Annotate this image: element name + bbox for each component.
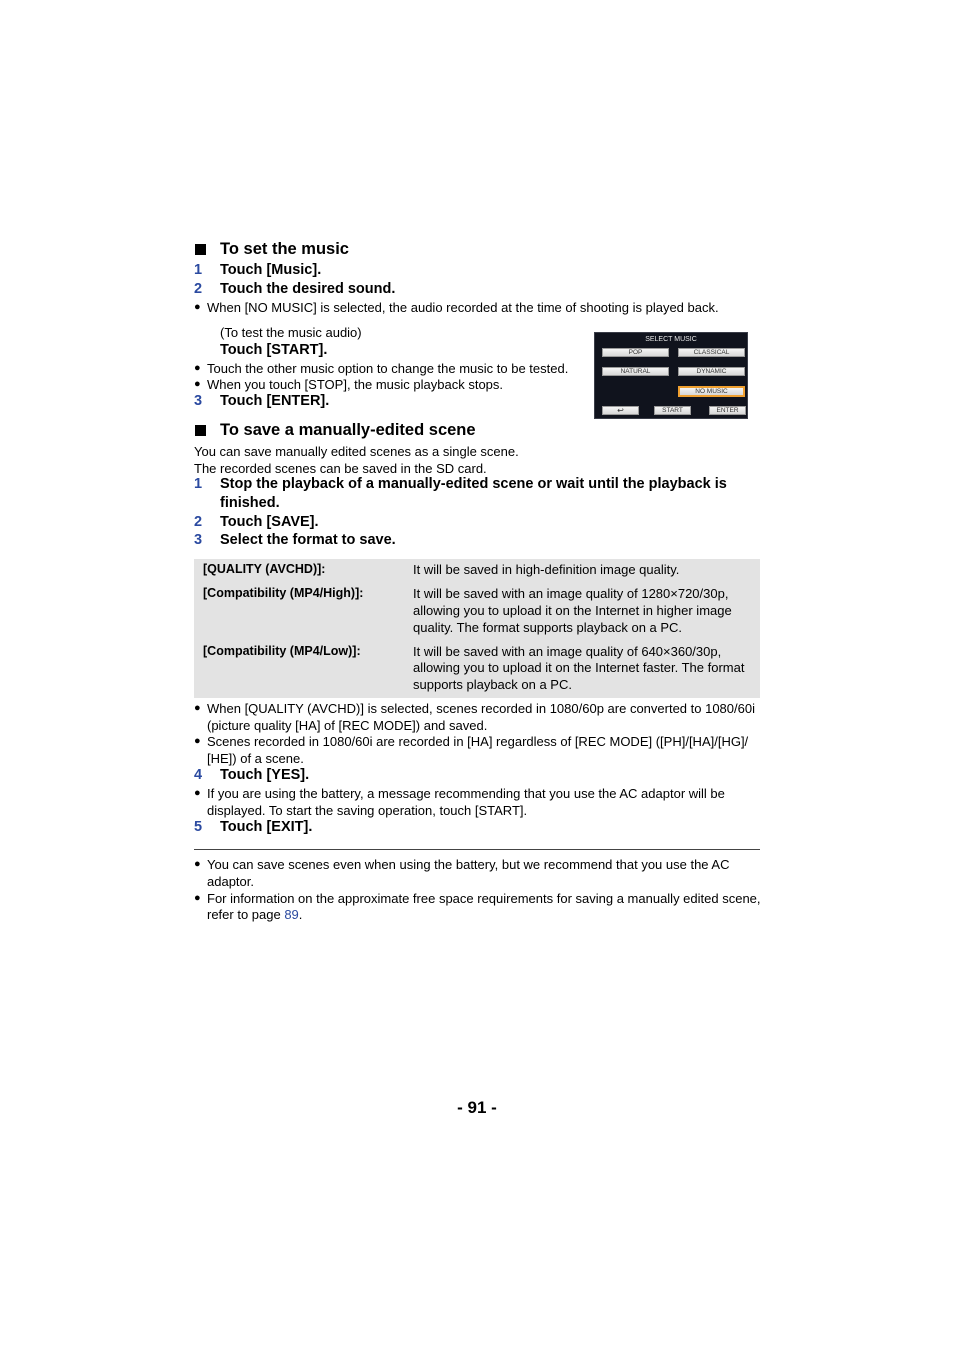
step-number: 3 xyxy=(194,393,203,409)
bullet-icon: ● xyxy=(194,892,201,904)
table-value: It will be saved with an image quality of 640×360/30p, xyxy=(413,644,722,659)
step-text: Touch the desired sound. xyxy=(220,281,396,297)
note-text: You can save scenes even when using the battery, but we recommend that you use the AC xyxy=(207,857,730,872)
step-text: Touch [ENTER]. xyxy=(220,393,330,409)
page-number: - 91 - xyxy=(457,1098,497,1117)
intro-text: You can save manually edited scenes as a single scene. xyxy=(194,444,519,459)
bullet-text: When [NO MUSIC] is selected, the audio recorded at the time of shooting is played back. xyxy=(207,300,719,315)
table-value: quality. The format supports playback on a PC. xyxy=(413,620,683,635)
format-table xyxy=(194,559,760,698)
music-option-natural[interactable]: NATURAL xyxy=(602,367,669,376)
table-value: supports playback on a PC. xyxy=(413,677,572,692)
music-option-classical[interactable]: CLASSICAL xyxy=(678,348,745,357)
screen-title: SELECT MUSIC xyxy=(645,336,697,343)
table-value: allowing you to upload it on the Internet in higher image xyxy=(413,603,732,618)
heading-square-icon xyxy=(195,244,206,255)
bullet-icon: ● xyxy=(194,787,201,799)
test-caption: (To test the music audio) xyxy=(220,325,362,340)
step-text: Stop the playback of a manually-edited scene or wait until the playback is xyxy=(220,476,727,492)
bullet-text: Scenes recorded in 1080/60i are recorded in [HA] regardless of [REC MODE] ([PH]/[HA]/[HG]/ xyxy=(207,734,749,749)
step-number: 2 xyxy=(194,514,203,530)
intro-text: The recorded scenes can be saved in the SD card. xyxy=(194,461,487,476)
table-value: It will be saved with an image quality of 1280×720/30p, xyxy=(413,586,729,601)
step-number: 1 xyxy=(194,476,203,492)
step-text: Select the format to save. xyxy=(220,532,396,548)
step-text: Touch [YES]. xyxy=(220,767,310,783)
bullet-icon: ● xyxy=(194,362,201,374)
page-link[interactable]: 89 xyxy=(284,907,299,922)
step-text: finished. xyxy=(220,495,280,511)
bullet-icon: ● xyxy=(194,735,201,747)
section-heading-set-music: To set the music xyxy=(220,240,349,258)
table-value: It will be saved in high-definition image quality. xyxy=(413,562,680,577)
table-value: allowing you to upload it on the Internet faster. The format xyxy=(413,660,745,675)
back-button[interactable]: ↩ xyxy=(602,406,639,415)
step-number: 4 xyxy=(194,767,203,783)
bullet-icon: ● xyxy=(194,378,201,390)
music-option-pop[interactable]: POP xyxy=(602,348,669,357)
note-text: adaptor. xyxy=(207,874,254,889)
bullet-icon: ● xyxy=(194,702,201,714)
note-text-suffix: . xyxy=(298,907,303,922)
note-text xyxy=(207,906,302,923)
bullet-text: Touch the other music option to change the music to be tested. xyxy=(207,361,569,376)
enter-button[interactable]: ENTER xyxy=(709,406,746,415)
select-music-screen xyxy=(594,332,748,419)
bullet-icon: ● xyxy=(194,301,201,313)
bullet-text: displayed. To start the saving operation, touch [START]. xyxy=(207,803,528,818)
step-number: 1 xyxy=(194,262,203,278)
note-text-prefix: refer to page xyxy=(207,907,285,922)
bullet-text: When you touch [STOP], the music playback stops. xyxy=(207,377,504,392)
step-number: 3 xyxy=(194,532,203,548)
bullet-text: If you are using the battery, a message recommending that you use the AC adaptor will be xyxy=(207,786,725,801)
bullet-text: [HE]) of a scene. xyxy=(207,751,304,766)
table-key: [Compatibility (MP4/Low)]: xyxy=(203,644,361,658)
step-text: Touch [SAVE]. xyxy=(220,514,319,530)
step-text: Touch [EXIT]. xyxy=(220,819,313,835)
table-key: [Compatibility (MP4/High)]: xyxy=(203,586,364,600)
note-text: For information on the approximate free space requirements for saving a manually edited scene, xyxy=(207,891,761,906)
bullet-icon: ● xyxy=(194,858,201,870)
start-button[interactable]: START xyxy=(654,406,691,415)
step-number: 5 xyxy=(194,819,203,835)
bullet-text: When [QUALITY (AVCHD)] is selected, scenes recorded in 1080/60p are converted to 1080/60i xyxy=(207,701,755,716)
step-text: Touch [Music]. xyxy=(220,262,322,278)
step-number: 2 xyxy=(194,281,203,297)
heading-square-icon xyxy=(195,425,206,436)
table-key: [QUALITY (AVCHD)]: xyxy=(203,562,326,576)
music-option-no-music[interactable]: NO MUSIC xyxy=(678,386,745,397)
touch-start-text: Touch [START]. xyxy=(220,342,328,358)
divider xyxy=(194,849,760,850)
section-heading-save-scene: To save a manually-edited scene xyxy=(220,421,476,439)
bullet-text: (picture quality [HA] of [REC MODE]) and saved. xyxy=(207,718,488,733)
music-option-dynamic[interactable]: DYNAMIC xyxy=(678,367,745,376)
